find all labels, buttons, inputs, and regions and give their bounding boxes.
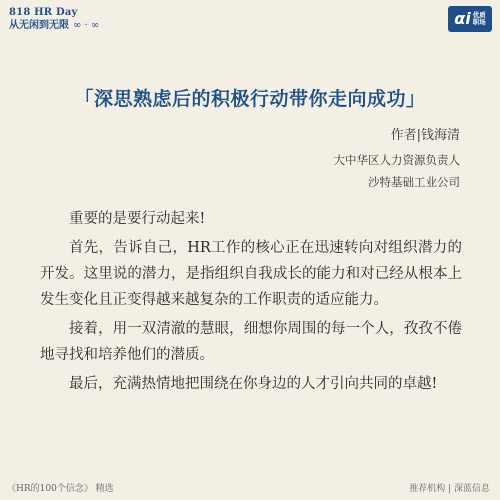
event-slogan: 从无闲到无限: [9, 20, 69, 31]
paragraph-1: 重要的是要行动起来!: [69, 211, 206, 227]
author-block: [334, 125, 461, 193]
paragraph-2: 首先，告诉自己，HR工作的核心正在迅速转向对组织潜力的开发。这里说的潜力，是指组织自我成长的能力和对已经从根本上发生变化且正变得越来越复杂的工作职责的适应能力。: [40, 240, 462, 308]
brand-line-2: 职场: [472, 18, 486, 26]
author-role: 大中华区人力资源负责人: [333, 153, 460, 167]
event-header: [9, 6, 99, 32]
brand-line-1: 优质: [472, 11, 486, 19]
paragraph-3: 接着，用一双清澈的慧眼，细想你周围的每一个人，孜孜不倦地寻找和培养他们的潜质。: [40, 321, 462, 363]
brand-mark: αi: [454, 9, 471, 28]
article-title: 「深思熟虑后的积极行动带你走向成功」: [74, 88, 426, 110]
footer-source: 《HR的100个信念》 精选: [7, 484, 114, 494]
brand-logo: [448, 6, 492, 32]
event-title: 818 HR Day: [9, 7, 78, 18]
event-slogan-row: [9, 19, 99, 32]
infinity-icon: ∞ · ∞: [73, 20, 100, 31]
author-byline: 作者|钱海清: [390, 128, 460, 143]
article-body: [40, 206, 462, 397]
paragraph-4: 最后，充满热情地把围绕在你身边的人才引向共同的卓越!: [69, 376, 438, 392]
brand-text: [473, 12, 486, 26]
footer-credit: 推荐机构 | 深蓝信息: [409, 484, 490, 494]
author-company: 沙特基础工业公司: [368, 175, 460, 189]
